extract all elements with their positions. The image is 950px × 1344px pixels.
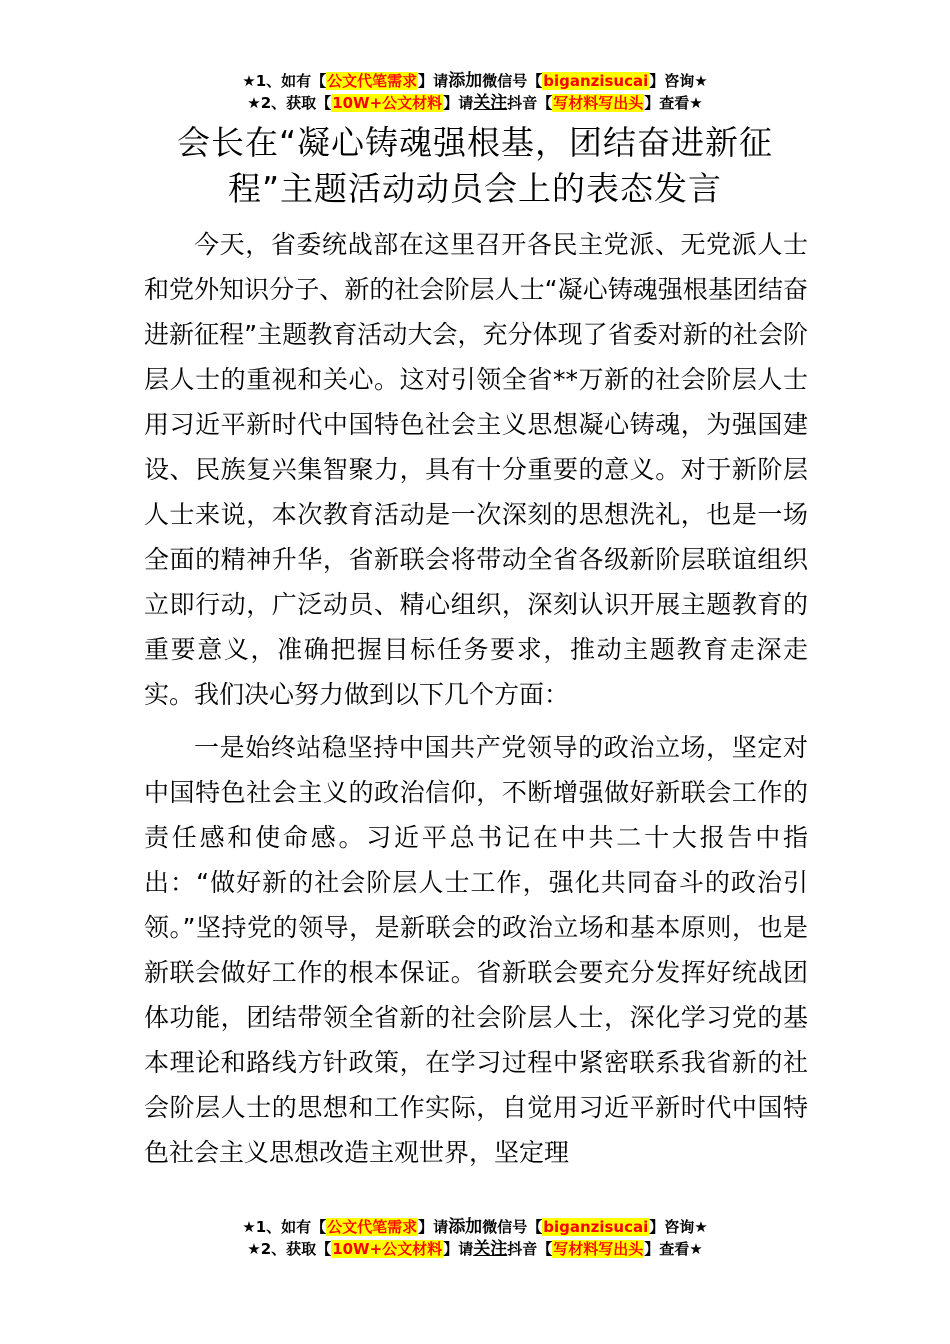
document-title: 会长在“凝心铸魂强根基，团结奋进新征程”主题活动动员会上的表态发言 [176,123,774,208]
banner-text: ★2、获取【 [247,1240,332,1258]
banner-text: ★1、如有【 [242,1218,327,1236]
banner-highlight: 10W+公文材料 [332,1240,443,1258]
banner-text: 抖音【 [507,1240,553,1258]
banner-highlight: 公文代笔需求 [327,72,418,90]
banner-text: 抖音【 [507,94,553,112]
banner-text: 】咨询★ [649,1218,708,1236]
footer-banner [0,1216,950,1260]
banner-emphasis: 添加 [448,71,483,91]
banner-line-1 [0,70,950,92]
banner-emphasis: 关注 [473,1239,508,1259]
banner-text: 】请 [443,94,474,112]
banner-highlight: 写材料写出头 [553,94,644,112]
banner-highlight: biganzisucai [543,72,649,90]
banner-text: 】请 [418,1218,449,1236]
banner-line-1 [0,1216,950,1238]
document-body [144,222,808,1183]
banner-text: 】咨询★ [649,72,708,90]
banner-highlight: 10W+公文材料 [332,94,443,112]
banner-text: 微信号【 [482,1218,543,1236]
banner-text: ★1、如有【 [242,72,327,90]
header-banner [0,70,950,114]
banner-text: 】请 [418,72,449,90]
banner-highlight: 公文代笔需求 [327,1218,418,1236]
banner-highlight: biganzisucai [543,1218,649,1236]
banner-line-2 [0,92,950,114]
banner-line-2 [0,1238,950,1260]
banner-text: 微信号【 [482,72,543,90]
paragraph: 今天，省委统战部在这里召开各民主党派、无党派人士和党外知识分子、新的社会阶层人士“凝心铸魂强根基团结奋进新征程”主题教育活动大会，充分体现了省委对新的社会阶层人士的重视和关心。这对引领全省**万新的社会阶层人士用习近平新时代中国特色社会主义思想凝心铸魂，为强国建设、民族复兴集智聚力，具有十分重要的意义。对于新阶层人士来说，本次教育活动是一次深刻的思想洗礼，也是一场全面的精神升华，省新联会将带动全省各级新阶层联谊组织立即行动，广泛动员、精心组织，深刻认识开展主题教育的重要意义，准确把握目标任务要求，推动主题教育走深走实。我们决心努力做到以下几个方面： [144,230,808,709]
banner-emphasis: 添加 [448,1217,483,1237]
banner-text: 】查看★ [644,1240,703,1258]
banner-highlight: 写材料写出头 [553,1240,644,1258]
banner-text: 】查看★ [644,94,703,112]
banner-emphasis: 关注 [473,93,508,113]
banner-text: 】请 [443,1240,474,1258]
banner-text: ★2、获取【 [247,94,332,112]
paragraph: 一是始终站稳坚持中国共产党领导的政治立场，坚定对中国特色社会主义的政治信仰，不断增强做好新联会工作的责任感和使命感。习近平总书记在中共二十大报告中指出：“做好新的社会阶层人士工作，强化共同奋斗的政治引领。”坚持党的领导，是新联会的政治立场和基本原则，也是新联会做好工作的根本保证。省新联会要充分发挥好统战团体功能，团结带领全省新的社会阶层人士，深化学习党的基本理论和路线方针政策，在学习过程中紧密联系我省新的社会阶层人士的思想和工作实际，自觉用习近平新时代中国特色社会主义思想改造主观世界，坚定理 [144,733,808,1167]
